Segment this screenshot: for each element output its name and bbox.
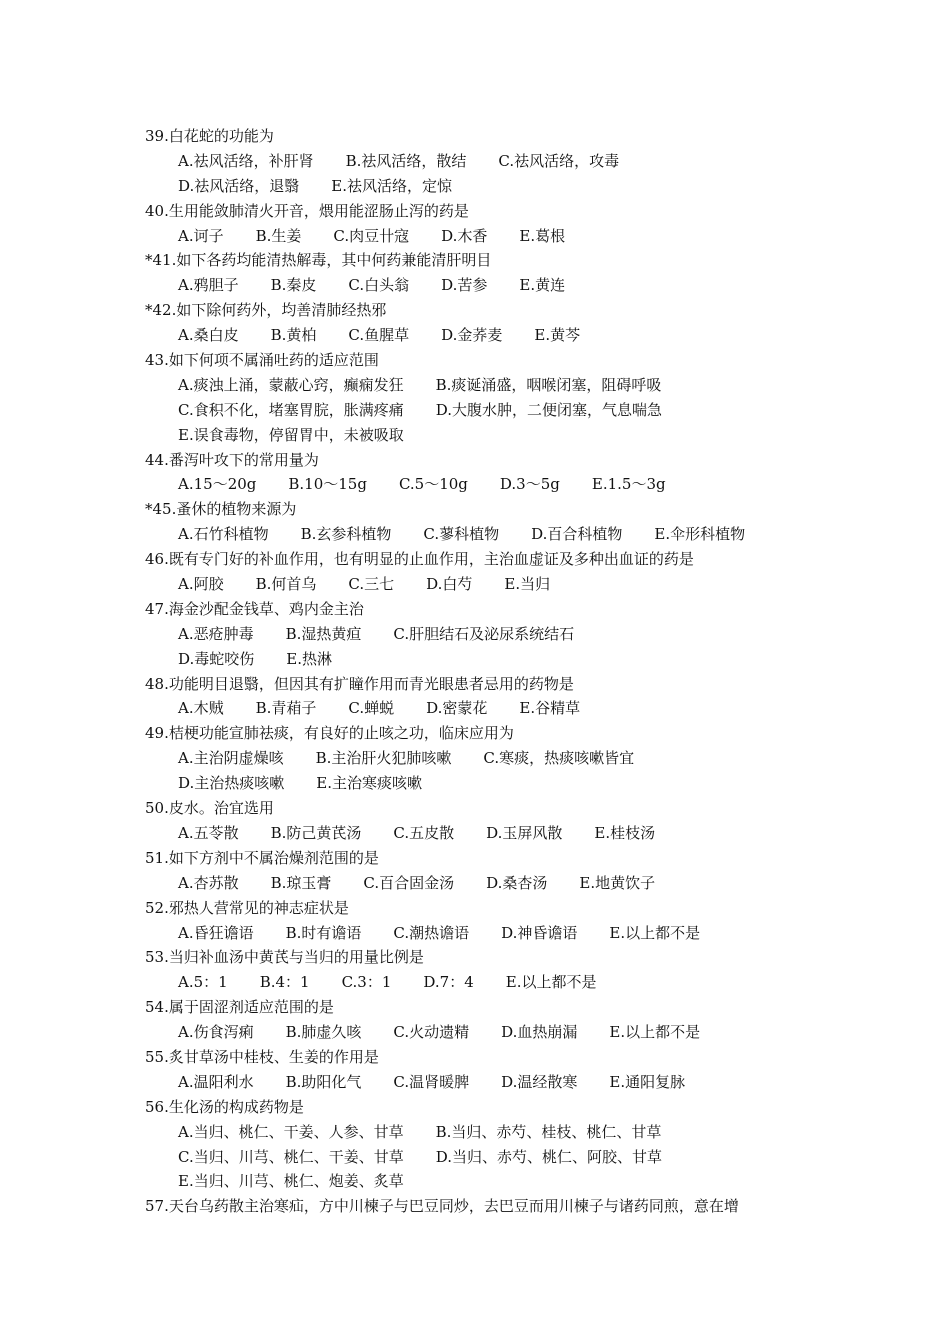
answer-option: A.痰浊上涌，蒙蔽心窍，癫痫发狂 — [178, 375, 404, 394]
question-stem: 46.既有专门好的补血作用，也有明显的止血作用，主治血虚证及多种出血证的药是 — [145, 550, 694, 569]
answer-option: B.10～15g — [288, 475, 367, 494]
answer-option: D.玉屏风散 — [486, 823, 563, 842]
option-row — [145, 423, 845, 448]
question-stem: 55.炙甘草汤中桂枝、生姜的作用是 — [145, 1047, 379, 1066]
answer-option: D.3～5g — [499, 475, 560, 494]
answer-option: C.寒痰，热痰咳嗽皆宜 — [483, 749, 635, 768]
answer-option: C.祛风活络，攻毒 — [498, 151, 620, 170]
answer-option: C.百合固金汤 — [363, 873, 455, 892]
answer-option: B.时有谵语 — [285, 923, 362, 942]
answer-option: D.桑杏汤 — [486, 873, 548, 892]
answer-option: E.葛根 — [519, 226, 566, 245]
answer-option: B.生姜 — [255, 226, 302, 245]
option-row — [145, 522, 845, 547]
question-stem: 43.如下何项不属涌吐药的适应范围 — [145, 351, 379, 370]
option-row — [145, 647, 845, 672]
question-stem: *42.如下除何药外，均善清肺经热邪 — [145, 301, 387, 320]
answer-option: E.黄芩 — [534, 326, 581, 345]
answer-option: A.温阳利水 — [178, 1072, 254, 1091]
answer-option: B.4：1 — [259, 973, 310, 992]
answer-option: A.木贼 — [178, 699, 224, 718]
answer-option: D.当归、赤芍、桃仁、阿胶、甘草 — [435, 1147, 662, 1166]
question-stem: 56.生化汤的构成药物是 — [145, 1097, 304, 1116]
answer-option: E.当归 — [504, 575, 551, 594]
question-stem: 54.属于固涩剂适应范围的是 — [145, 998, 334, 1017]
answer-option: D.苦参 — [441, 276, 488, 295]
option-row — [145, 746, 845, 771]
option-row — [145, 174, 845, 199]
question-stem: 39.白花蛇的功能为 — [145, 127, 274, 145]
question-stem: 48.功能明目退翳，但因其有扩瞳作用而青光眼患者忌用的药物是 — [145, 674, 574, 693]
answer-option: E.当归、川芎、桃仁、炮姜、炙草 — [178, 1172, 404, 1191]
option-row — [145, 572, 845, 597]
answer-option: D.密蒙花 — [426, 699, 488, 718]
answer-option: B.主治肝火犯肺咳嗽 — [315, 749, 452, 768]
answer-option: E.以上都不是 — [609, 1023, 701, 1042]
answer-option: A.15～20g — [178, 475, 257, 494]
answer-option: A.五苓散 — [178, 823, 239, 842]
answer-option: C.蓼科植物 — [423, 525, 500, 544]
answer-option: D.白芍 — [426, 575, 473, 594]
option-row — [145, 771, 845, 796]
answer-option: E.以上都不是 — [505, 973, 597, 992]
option-row — [145, 472, 845, 497]
answer-option: E.黄连 — [519, 276, 566, 295]
option-row — [145, 871, 845, 896]
option-row — [145, 821, 845, 846]
question-stem: *45.蚤休的植物来源为 — [145, 500, 297, 519]
answer-option: D.主治热痰咳嗽 — [178, 774, 285, 793]
answer-option: B.痰诞涌盛，咽喉闭塞，阻碍呼吸 — [435, 375, 662, 394]
answer-option: D.神昏谵语 — [501, 923, 578, 942]
option-row — [145, 373, 845, 398]
answer-option: A.5：1 — [178, 973, 228, 992]
answer-option: A.阿胶 — [178, 575, 224, 594]
answer-option: C.温肾暖脾 — [393, 1072, 470, 1091]
answer-option: C.五皮散 — [393, 823, 455, 842]
answer-option: B.助阳化气 — [285, 1072, 362, 1091]
answer-option: C.食积不化，堵塞胃脘，胀满疼痛 — [178, 400, 404, 419]
option-row — [145, 1120, 845, 1145]
question-stem: *41.如下各药均能清热解毒，其中何药兼能清肝明目 — [145, 251, 492, 270]
question-stem: 50.皮水。治宜选用 — [145, 799, 274, 818]
answer-option: A.主治阴虚燥咳 — [178, 749, 284, 768]
answer-option: A.当归、桃仁、干姜、人参、甘草 — [178, 1122, 404, 1141]
answer-option: E.地黄饮子 — [579, 873, 656, 892]
question-list — [145, 124, 845, 1219]
answer-option: D.木香 — [441, 226, 488, 245]
answer-option: E.通阳复脉 — [609, 1072, 686, 1091]
answer-option: C.当归、川芎、桃仁、干姜、甘草 — [178, 1147, 404, 1166]
answer-option: D.百合科植物 — [531, 525, 623, 544]
answer-option: D.血热崩漏 — [501, 1023, 578, 1042]
answer-option: B.玄参科植物 — [300, 525, 392, 544]
answer-option: B.肺虚久咳 — [285, 1023, 362, 1042]
answer-option: A.昏狂谵语 — [178, 923, 254, 942]
answer-option: B.秦皮 — [270, 276, 317, 295]
answer-option: C.白头翁 — [348, 276, 410, 295]
question-stem: 52.邪热人营常见的神志症状是 — [145, 898, 349, 917]
answer-option: D.金荞麦 — [441, 326, 503, 345]
answer-option: D.毒蛇咬伤 — [178, 649, 255, 668]
answer-option: A.伤食泻痢 — [178, 1023, 254, 1042]
option-row — [145, 1070, 845, 1095]
option-row — [145, 323, 845, 348]
answer-option: A.杏苏散 — [178, 873, 239, 892]
answer-option: C.肉豆卄寇 — [333, 226, 410, 245]
answer-option: D.温经散寒 — [501, 1072, 578, 1091]
option-row — [145, 970, 845, 995]
answer-option: B.琼玉膏 — [270, 873, 332, 892]
option-row — [145, 224, 845, 249]
option-row — [145, 1145, 845, 1170]
question-stem: 57.天台乌药散主治寒疝，方中川楝子与巴豆同炒，去巴豆而用川楝子与诸药同煎，意在增 — [145, 1197, 739, 1216]
option-row — [145, 398, 845, 423]
answer-option: A.恶疮肿毒 — [178, 624, 254, 643]
question-stem: 49.桔梗功能宣肺祛痰，有良好的止咳之功，临床应用为 — [145, 724, 514, 743]
answer-option: E.谷精草 — [519, 699, 581, 718]
answer-option: A.祛风活络，补肝肾 — [178, 151, 314, 170]
answer-option: B.当归、赤芍、桂枝、桃仁、甘草 — [435, 1122, 662, 1141]
answer-option: E.热淋 — [286, 649, 332, 668]
answer-option: B.湿热黄疸 — [285, 624, 362, 643]
option-row — [145, 149, 845, 174]
option-row — [145, 1169, 845, 1194]
answer-option: B.青葙子 — [255, 699, 317, 718]
answer-option: C.鱼腥草 — [348, 326, 410, 345]
answer-option: A.诃子 — [178, 226, 224, 245]
question-stem: 44.番泻叶攻下的常用量为 — [145, 450, 319, 469]
answer-option: A.鸦胆子 — [178, 276, 239, 295]
answer-option: C.火动遗精 — [393, 1023, 470, 1042]
answer-option: C.蝉蜕 — [348, 699, 395, 718]
answer-option: E.伞形科植物 — [654, 525, 746, 544]
question-stem: 47.海金沙配金钱草、鸡内金主治 — [145, 599, 364, 618]
answer-option: B.何首乌 — [255, 575, 317, 594]
answer-option: D.7：4 — [423, 973, 474, 992]
answer-option: A.石竹科植物 — [178, 525, 269, 544]
answer-option: E.误食毒物，停留胃中，未被吸取 — [178, 425, 404, 444]
option-row — [145, 273, 845, 298]
answer-option: E.祛风活络，定惊 — [331, 176, 452, 195]
answer-option: E.1.5～3g — [591, 475, 666, 494]
answer-option: E.桂枝汤 — [594, 823, 656, 842]
answer-option: C.三七 — [348, 575, 395, 594]
answer-option: A.桑白皮 — [178, 326, 239, 345]
answer-option: C.潮热谵语 — [393, 923, 470, 942]
answer-option: C.5～10g — [398, 475, 468, 494]
answer-option: C.3：1 — [341, 973, 392, 992]
answer-option: D.祛风活络，退翳 — [178, 176, 300, 195]
option-row — [145, 921, 845, 946]
option-row — [145, 696, 845, 721]
answer-option: C.肝胆结石及泌尿系统结石 — [393, 624, 575, 643]
answer-option: B.防己黄芪汤 — [270, 823, 362, 842]
answer-option: B.黄柏 — [270, 326, 317, 345]
question-stem: 40.生用能敛肺清火开音，煨用能涩肠止泻的药是 — [145, 201, 469, 220]
question-stem: 51.如下方剂中不属治燥剂范围的是 — [145, 848, 379, 867]
question-stem: 53.当归补血汤中黄芪与当归的用量比例是 — [145, 948, 424, 967]
answer-option: D.大腹水肿，二便闭塞，气息喘急 — [435, 400, 662, 419]
answer-option: B.祛风活络，散结 — [345, 151, 467, 170]
option-row — [145, 622, 845, 647]
answer-option: E.以上都不是 — [609, 923, 701, 942]
answer-option: E.主治寒痰咳嗽 — [316, 774, 422, 793]
option-row — [145, 1020, 845, 1045]
